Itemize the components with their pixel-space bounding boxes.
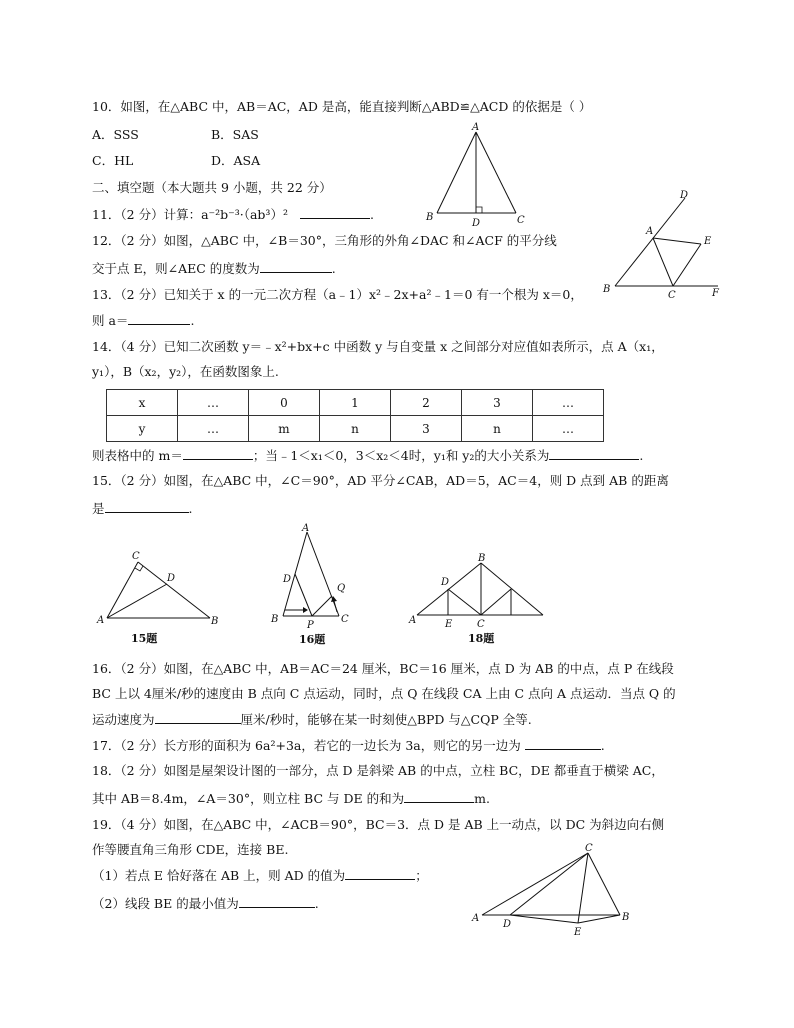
q12-answer-blank[interactable] (260, 260, 332, 273)
q10-option-b: B．SAS (211, 127, 259, 142)
table-cell: y (107, 416, 178, 442)
table-row (107, 416, 604, 442)
fig19-label-c: C (585, 843, 593, 854)
q12-label-d: D (680, 190, 689, 201)
q10-option-d: D．ASA (211, 153, 261, 168)
q14-m-blank[interactable] (183, 447, 253, 460)
fig16-label-d: D (283, 574, 292, 585)
q18-answer-blank[interactable] (404, 790, 474, 803)
q10-figure (420, 120, 540, 230)
q14-compare-blank[interactable] (549, 447, 639, 460)
q10-label-b: B (426, 212, 434, 223)
fig18-label-b: B (478, 553, 486, 564)
q13-line2-text: 则 a＝ (92, 313, 129, 328)
q13-end: . (190, 313, 195, 328)
table-cell: 0 (249, 390, 320, 416)
table-cell: m (249, 416, 320, 442)
q11-text (92, 206, 374, 223)
table-cell: … (533, 416, 604, 442)
q15-answer-blank[interactable] (105, 500, 189, 513)
q19-sub2-end: . (314, 896, 319, 911)
q11-end: . (369, 207, 374, 222)
q11-answer-blank[interactable] (300, 206, 370, 219)
q16-line3 (92, 711, 532, 728)
q14-end: . (639, 448, 644, 463)
q10-stem: 10．如图，在△ABC 中，AB＝AC，AD 是高，能直接判断△ABD≌△ACD 的依据是（ ） (92, 99, 592, 114)
fig16-label-p: P (307, 620, 314, 631)
q17-stem: 17．（2 分）长方形的面积为 6a²+3a，若它的一边长为 3a，则它的另一边为 (92, 738, 521, 753)
q12-end: . (331, 261, 336, 276)
q13-answer-blank[interactable] (128, 312, 190, 325)
q12-figure (600, 190, 730, 301)
q15-line2 (92, 500, 193, 517)
fig15-label-d: D (167, 573, 176, 584)
q19-sub1-text: （1）若点 E 恰好落在 AB 上，则 AD 的值为 (92, 868, 346, 883)
q19-sub2 (92, 895, 319, 912)
q14-line2: y₁），B（x₂，y₂），在函数图象上. (92, 364, 279, 379)
q19-sub1-blank[interactable] (345, 867, 415, 880)
q10-label-c: C (517, 215, 525, 226)
fig19-label-d: D (503, 919, 512, 930)
q16-answer-blank[interactable] (155, 711, 241, 724)
q12-label-e: E (704, 236, 712, 247)
q14-line3 (92, 447, 643, 464)
q17-end: . (600, 738, 605, 753)
q14-line3-compare: ；当﹣1＜x₁＜0，3＜x₂＜4时，y₁和 y₂的大小关系为 (252, 448, 550, 463)
fig15-label-c: C (132, 551, 140, 562)
table-row (107, 390, 604, 416)
table-cell: … (533, 390, 604, 416)
q18-line2 (92, 790, 490, 807)
table-cell: 3 (391, 416, 462, 442)
table-cell: 1 (320, 390, 391, 416)
fig16-label-c: C (341, 614, 349, 625)
q16-line3-b: 厘米/秒时，能够在某一时刻使△BPD 与△CQP 全等. (240, 712, 532, 727)
q12-line2 (92, 260, 336, 277)
q14-value-table (106, 389, 604, 442)
section-title: 二、填空题（本大题共 9 小题，共 22 分） (92, 180, 332, 195)
q12-label-b: B (603, 284, 611, 295)
fig16-label-b: B (271, 614, 279, 625)
q12-label-f: F (712, 288, 719, 299)
table-cell: … (178, 390, 249, 416)
fig19 (470, 843, 640, 938)
q13-line1: 13．（2 分）已知关于 x 的一元二次方程（a﹣1）x²﹣2x+a²﹣1＝0 有一个根为 x＝0， (92, 287, 583, 302)
q15-line1: 15．（2 分）如图，在△ABC 中，∠C＝90°，AD 平分∠CAB，AD＝5，AC＝4，则 D 点到 AB 的距离 (92, 473, 669, 488)
q15-end: . (188, 501, 193, 516)
q19-line1: 19．（4 分）如图，在△ABC 中，∠ACB＝90°，BC＝3．点 D 是 AB 上一动点，以 DC 为斜边向右侧 (92, 817, 665, 832)
q10-option-c: C．HL (92, 153, 134, 168)
table-cell: 3 (462, 390, 533, 416)
table-cell: n (320, 416, 391, 442)
q14-line3-m: 则表格中的 m＝ (92, 448, 183, 463)
q10-label-d: D (472, 218, 481, 229)
fig19-label-a: A (472, 913, 480, 924)
q19-sub2-blank[interactable] (239, 895, 315, 908)
q18-line2-text: 其中 AB＝8.4m，∠A＝30°，则立柱 BC 与 DE 的和为 (92, 791, 405, 806)
fig18-label-c: C (477, 619, 485, 630)
q16-line1: 16．（2 分）如图，在△ABC 中，AB＝AC＝24 厘米，BC＝16 厘米，点 D 为 AB 的中点，点 P 在线段 (92, 661, 674, 676)
fig16-caption: 16题 (299, 633, 326, 646)
table-cell: … (178, 416, 249, 442)
q18-end: m. (474, 791, 490, 806)
fig16-label-q: Q (337, 583, 346, 594)
q14-line1: 14．（4 分）已知二次函数 y＝﹣x²+bx+c 中函数 y 与自变量 x 之间部分对应值如表所示，点 A（x₁， (92, 339, 664, 354)
fig15 (95, 548, 235, 648)
q19-sub2-text: （2）线段 BE 的最小值为 (92, 896, 239, 911)
q12-line1: 12．（2 分）如图，△ABC 中，∠B＝30°，三角形的外角∠DAC 和∠ACF 的平分线 (92, 233, 557, 248)
q16-line3-a: 运动速度为 (92, 712, 155, 727)
fig15-label-b: B (211, 616, 219, 627)
q18-line1: 18．（2 分）如图是屋架设计图的一部分，点 D 是斜梁 AB 的中点，立柱 BC，DE 都垂直于横梁 AC， (92, 763, 664, 778)
q17-answer-blank[interactable] (525, 737, 601, 750)
table-cell: 2 (391, 390, 462, 416)
table-cell: x (107, 390, 178, 416)
q19-sub1-end: ； (415, 868, 428, 883)
q12-line2-text: 交于点 E，则∠AEC 的度数为 (92, 261, 260, 276)
fig18-label-d: D (441, 577, 450, 588)
q19-line2: 作等腰直角三角形 CDE，连接 BE. (92, 842, 289, 857)
fig19-label-b: B (622, 912, 630, 923)
fig19-label-e: E (574, 927, 582, 938)
q15-line2-text: 是 (92, 501, 105, 516)
table-cell: n (462, 416, 533, 442)
fig18-caption: 18题 (468, 632, 495, 645)
q10-option-a: A．SSS (92, 127, 139, 142)
q13-line2 (92, 312, 194, 329)
q12-label-c: C (668, 290, 676, 301)
q19-sub1 (92, 867, 428, 884)
q16-line2: BC 上以 4厘米/秒的速度由 B 点向 C 点运动，同时，点 Q 在线段 CA 上由 C 点向 A 点运动．当点 Q 的 (92, 686, 676, 701)
fig18-label-a: A (409, 615, 417, 626)
q11-stem: 11．（2 分）计算：a⁻²b⁻³·（ab³）² (92, 207, 288, 222)
q17-text (92, 737, 605, 754)
q12-label-a: A (646, 226, 654, 237)
fig16-label-a: A (302, 523, 310, 534)
fig15-label-a: A (97, 615, 105, 626)
fig18 (405, 552, 555, 648)
q10-label-a: A (472, 122, 480, 133)
fig15-caption: 15题 (131, 632, 158, 645)
fig16 (265, 524, 365, 649)
fig18-label-e: E (445, 619, 453, 630)
